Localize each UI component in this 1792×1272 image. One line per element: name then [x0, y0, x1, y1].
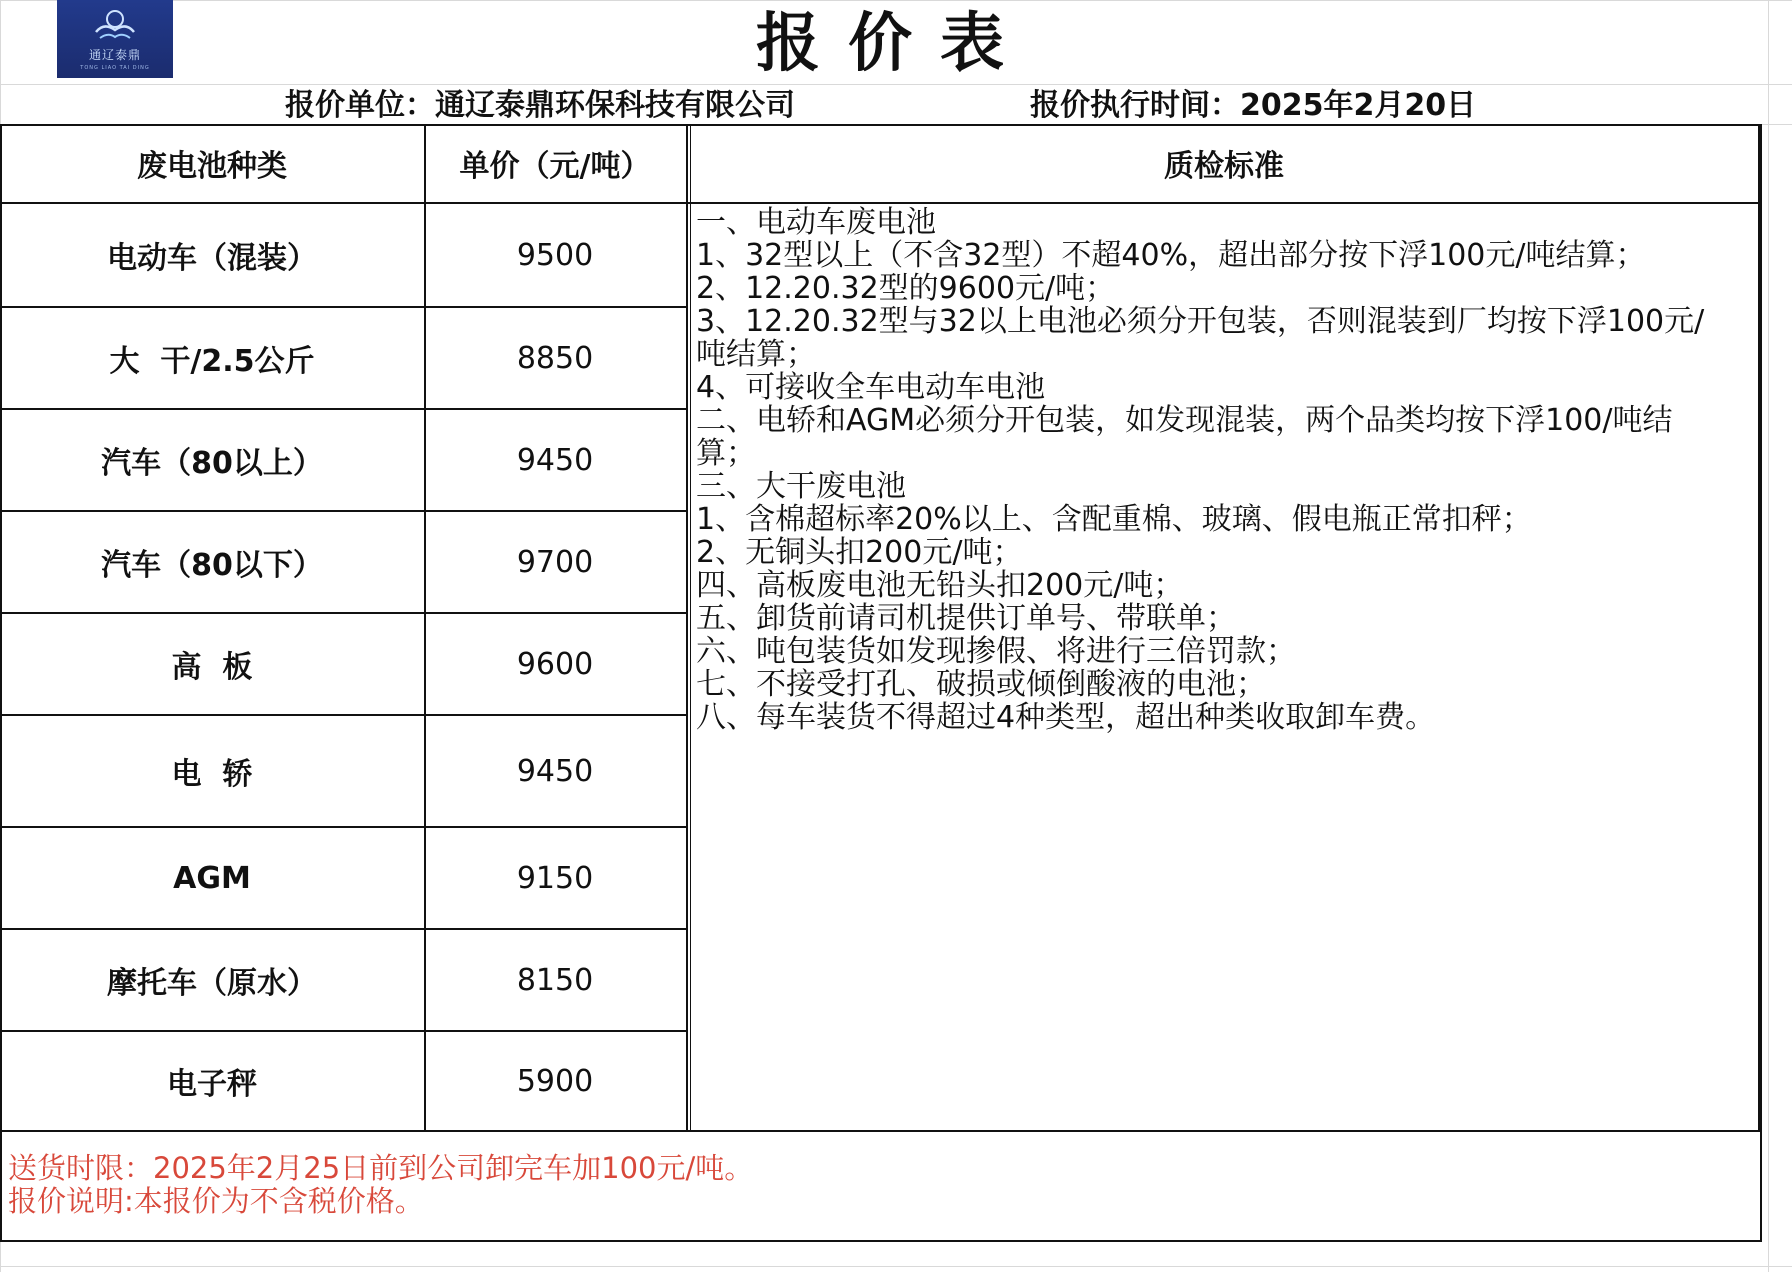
quality-standard-text [696, 206, 1756, 734]
column-header-quality: 质检标准 [1164, 149, 1284, 184]
table-column-divider [1758, 124, 1760, 1130]
price-cell: 9150 [516, 860, 594, 896]
column-header-type: 废电池种类 [137, 149, 287, 184]
quality-standard-line: 四、高板废电池无铅头扣200元/吨； [696, 568, 1184, 603]
quality-standard-line: 五、卸货前请司机提供订单号、带联单； [696, 601, 1236, 636]
table-bottom-divider [0, 1130, 1760, 1132]
quality-standard-line: 2、无铜头扣200元/吨； [696, 535, 1023, 570]
page-title: 报价表 [756, 7, 1032, 81]
price-cell: 5900 [516, 1063, 594, 1099]
logo-text: 通辽泰鼎 [88, 47, 141, 62]
battery-type-cell: 摩托车（原水） [107, 966, 317, 1001]
sheet-gridline [0, 84, 1792, 85]
quality-standard-line: 吨结算； [696, 337, 816, 372]
notes-section [8, 1152, 1748, 1218]
price-cell: 9700 [516, 544, 594, 580]
quote-unit: 报价单位：通辽泰鼎环保科技有限公司 [285, 88, 795, 123]
battery-type-cell: AGM [173, 860, 251, 896]
quality-standard-line: 算； [696, 436, 756, 471]
quote-explanation-note: 报价说明:本报价为不含税价格。 [8, 1184, 424, 1218]
quality-standard-line: 八、每车装货不得超过4种类型，超出种类收取卸车费。 [696, 700, 1436, 735]
quality-standard-line: 二、电轿和AGM必须分开包装，如发现混装，两个品类均按下浮100/吨结 [696, 403, 1673, 438]
battery-type-cell: 电子秤 [167, 1067, 257, 1102]
quality-standard-line: 七、不接受打孔、破损或倾倒酸液的电池； [696, 667, 1266, 702]
quality-standard-line: 3、12.20.32型与32以上电池必须分开包装，否则混装到厂均按下浮100元/ [696, 304, 1705, 339]
price-cell: 8850 [516, 340, 594, 376]
quality-standard-line: 三、大干废电池 [696, 469, 906, 504]
sheet-gridline [0, 1266, 1792, 1267]
price-cell: 9600 [516, 646, 594, 682]
battery-type-cell: 汽车（80以下） [101, 548, 323, 583]
price-cell: 8150 [516, 962, 594, 998]
quality-standard-line: 一、电动车废电池 [696, 205, 936, 240]
sheet-gridline [0, 0, 1792, 1]
battery-type-cell: 电 轿 [171, 757, 253, 792]
table-column-divider [690, 124, 691, 1130]
battery-type-cell: 高 板 [171, 650, 253, 685]
column-header-price: 单价（元/吨） [459, 149, 651, 184]
battery-type-cell: 大 干/2.5公斤 [109, 344, 315, 379]
quality-standard-line: 1、含棉超标率20%以上、含配重棉、玻璃、假电瓶正常扣秤； [696, 502, 1532, 537]
table-column-divider [686, 124, 688, 1130]
price-cell: 9500 [516, 237, 594, 273]
quality-standard-line: 2、12.20.32型的9600元/吨； [696, 271, 1116, 306]
quality-standard-line: 六、吨包装货如发现掺假、将进行三倍罚款； [696, 634, 1296, 669]
price-cell: 9450 [516, 753, 594, 789]
delivery-deadline-note: 送货时限：2025年2月25日前到公司卸完车加100元/吨。 [8, 1151, 754, 1185]
quality-standard-line: 1、32型以上（不含32型）不超40%，超出部分按下浮100元/吨结算； [696, 238, 1646, 273]
quality-standard-line: 4、可接收全车电动车电池 [696, 370, 1046, 405]
sheet-gridline [1768, 0, 1769, 1272]
logo-subtext: TONG LIAO TAI DING [80, 64, 150, 71]
quote-time: 报价执行时间：2025年2月20日 [1030, 88, 1477, 123]
price-cell: 9450 [516, 442, 594, 478]
battery-type-cell: 汽车（80以上） [101, 446, 323, 481]
battery-type-cell: 电动车（混装） [107, 241, 317, 276]
